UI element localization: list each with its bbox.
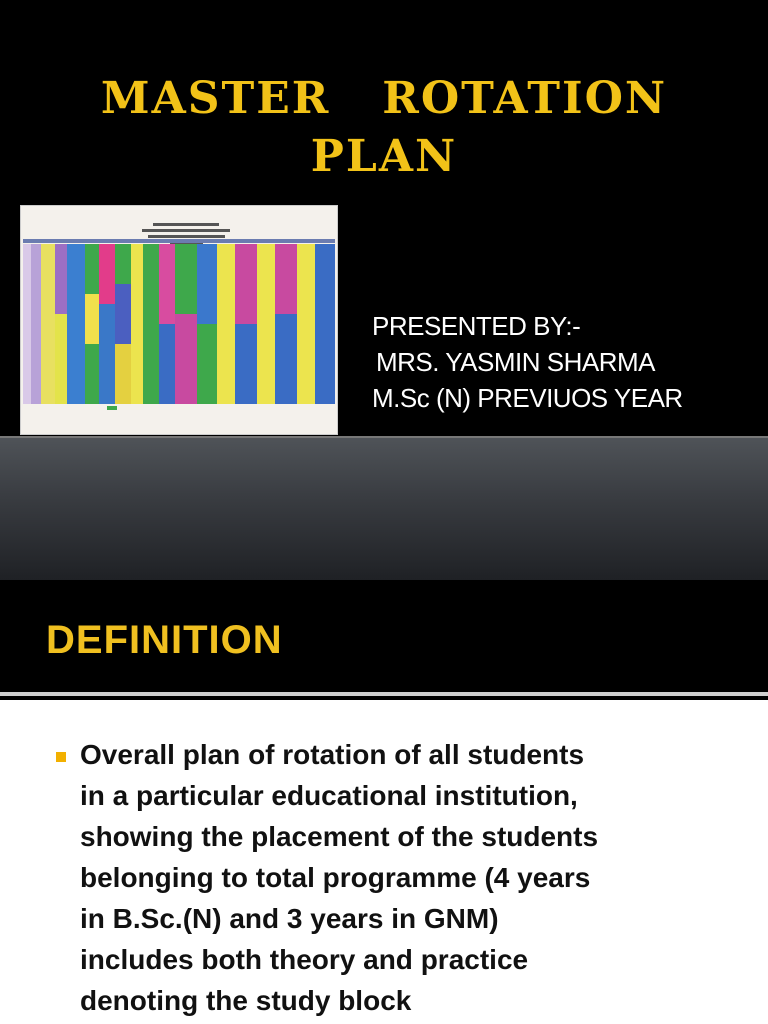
definition-slide (0, 588, 768, 1024)
definition-heading: DEFINITION (46, 618, 283, 662)
definition-line: in B.Sc.(N) and 3 years in GNM) (80, 903, 499, 934)
presented-by-label: PRESENTED BY:- (372, 311, 581, 341)
rotation-plan-thumbnail (20, 205, 338, 435)
definition-header (0, 588, 768, 692)
title-line-1: MASTER ROTATION (100, 73, 668, 124)
definition-line: showing the placement of the students (80, 821, 599, 852)
rotation-grid-image (21, 206, 337, 434)
definition-line: Overall plan of rotation of all students (80, 739, 585, 770)
definition-body (0, 700, 768, 1024)
title-line-2: PLAN (310, 131, 458, 182)
slide-title (0, 70, 768, 186)
header-divider (0, 692, 768, 696)
bullet-square-icon (56, 752, 66, 762)
presenter-program: M.Sc (N) PREVIUOS YEAR (372, 383, 683, 413)
presenter-name: MRS. YASMIN SHARMA (376, 347, 655, 377)
definition-line: denoting the study block (80, 985, 412, 1016)
definition-line: belonging to total programme (4 years (80, 862, 591, 893)
slide-footer-band (0, 436, 768, 580)
definition-text (80, 734, 740, 1021)
presenter-info (372, 308, 683, 416)
definition-line: in a particular educational institution, (80, 780, 578, 811)
definition-line: includes both theory and practice (80, 944, 529, 975)
